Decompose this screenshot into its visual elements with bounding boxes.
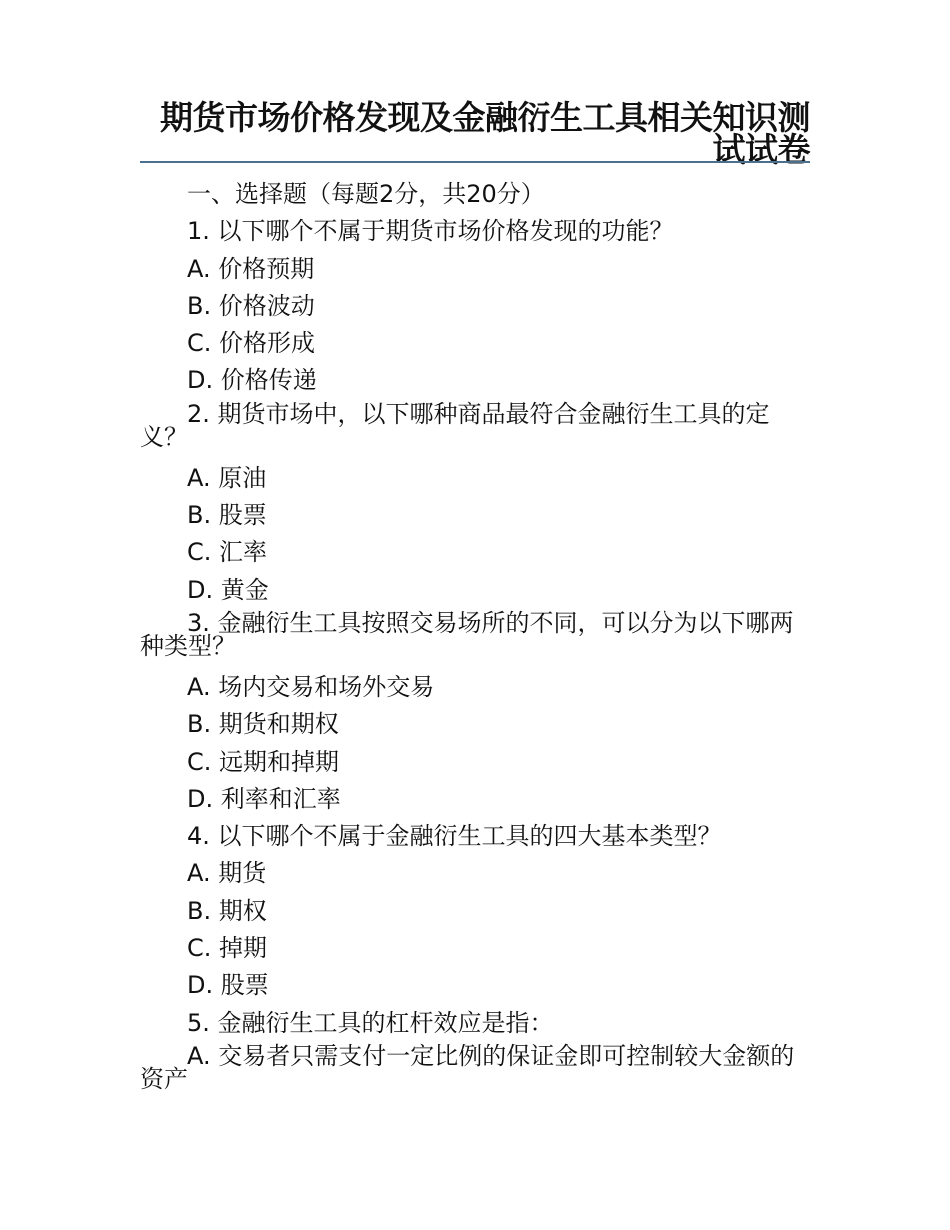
- title-underline: [140, 161, 810, 163]
- option: B. 期权: [187, 896, 267, 925]
- option: C. 远期和掉期: [187, 747, 340, 776]
- document-title: [140, 98, 810, 169]
- question-3: 3. 金融衍生工具按照交易场所的不同，可以分为以下哪两种类型？: [140, 608, 794, 660]
- option: C. 汇率: [187, 538, 268, 567]
- option: D. 价格传递: [187, 366, 317, 395]
- question-2: 2. 期货市场中，以下哪种商品最符合金融衍生工具的定义？: [140, 399, 770, 451]
- option: D. 股票: [187, 971, 269, 1000]
- question-1: 1. 以下哪个不属于期货市场价格发现的功能？: [187, 217, 674, 246]
- option: B. 价格波动: [187, 291, 315, 320]
- option: A. 交易者只需支付一定比例的保证金即可控制较大金额的资产: [140, 1041, 795, 1093]
- title-text: 期货市场价格发现及金融衍生工具相关知识测试试卷: [160, 98, 810, 169]
- option: D. 黄金: [187, 575, 269, 604]
- option: C. 掉期: [187, 934, 268, 963]
- option: C. 价格形成: [187, 329, 316, 358]
- option: B. 股票: [187, 501, 267, 530]
- option: A. 原油: [187, 463, 267, 492]
- option: B. 期货和期权: [187, 710, 339, 739]
- option: A. 价格预期: [187, 254, 315, 283]
- document-body: [140, 176, 812, 1102]
- question-5: 5. 金融衍生工具的杠杆效应是指：: [187, 1008, 554, 1037]
- option: D. 利率和汇率: [187, 784, 341, 813]
- section-heading: 一、选择题（每题2分，共20分）: [187, 180, 545, 208]
- option: A. 场内交易和场外交易: [187, 672, 435, 701]
- option: A. 期货: [187, 859, 267, 888]
- question-4: 4. 以下哪个不属于金融衍生工具的四大基本类型？: [187, 822, 722, 851]
